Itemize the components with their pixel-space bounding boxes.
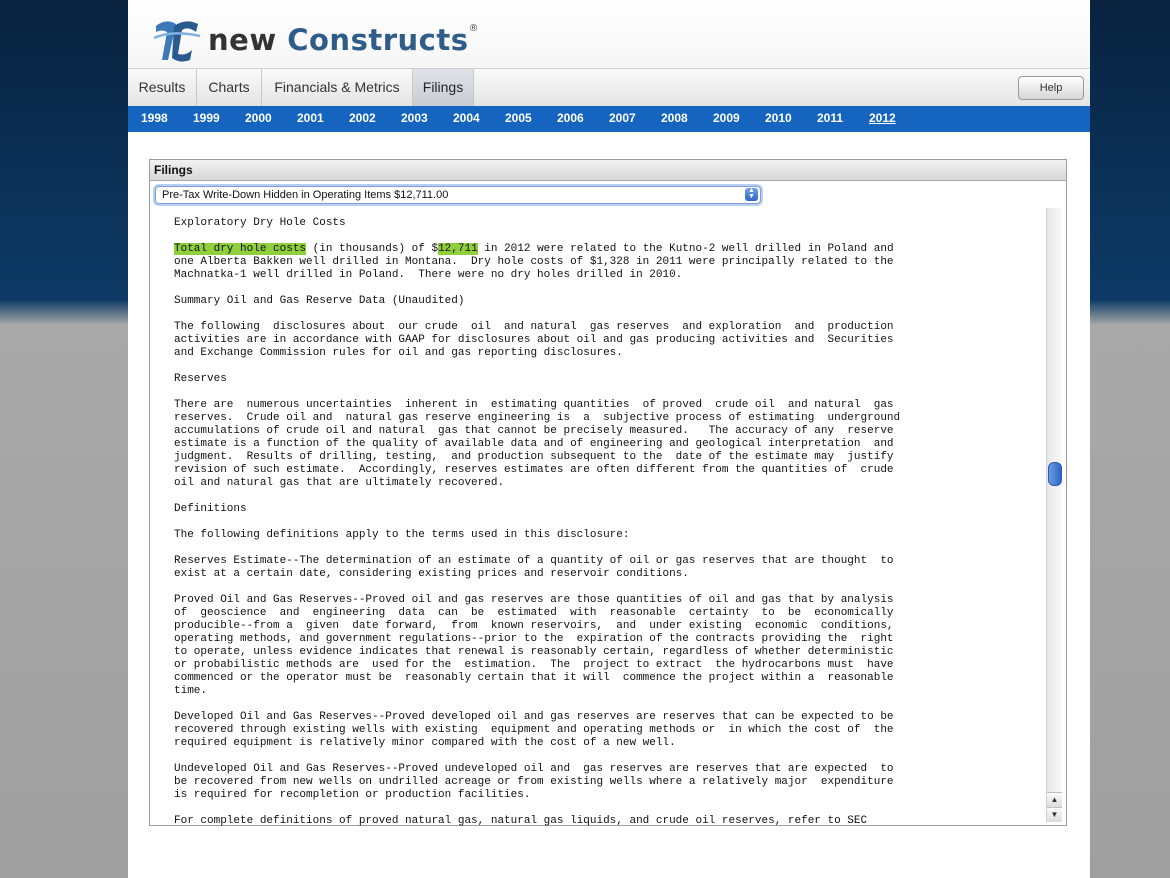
vertical-scrollbar[interactable] [1046,208,1062,822]
year-2004[interactable]: 2004 [453,111,480,125]
year-2001[interactable]: 2001 [297,111,324,125]
year-bar [128,106,1090,132]
scroll-up-arrow-icon[interactable]: ▲ [1047,792,1062,807]
year-1998[interactable]: 1998 [141,111,168,125]
main-tabs [128,69,1090,107]
logo-text-new: new [208,23,277,57]
year-2002[interactable]: 2002 [349,111,376,125]
year-2007[interactable]: 2007 [609,111,636,125]
filing-select-value: Pre-Tax Write-Down Hidden in Operating Items $12,711.00 [162,189,449,201]
app-window [128,0,1090,878]
tab-filings[interactable]: Filings [413,69,474,106]
year-2012[interactable]: 2012 [869,111,896,125]
highlight-dry-hole-costs: Total dry hole costs [174,243,307,255]
select-arrows-icon: ▲ ▼ [745,188,758,201]
year-2006[interactable]: 2006 [557,111,584,125]
logo[interactable] [152,16,479,64]
tab-results[interactable]: Results [128,69,197,106]
year-1999[interactable]: 1999 [193,111,220,125]
highlight-amount: 12,711 [438,243,478,255]
year-2009[interactable]: 2009 [713,111,740,125]
scrollbar-thumb[interactable] [1048,462,1062,486]
trademark-symbol: ® [468,23,479,34]
year-2000[interactable]: 2000 [245,111,272,125]
filing-text [154,208,1047,827]
filing-select[interactable] [155,186,761,204]
filing-text-body: Exploratory Dry Hole Costs Total dry hole costs (in thousands) of $12,711 in 2012 were related to the Kutno-2 well drilled in Poland and one Alberta Bakken well drilled in Montana. Dry hole costs of $1,328 in 2011 were principally related to the Machnatka-1 well drilled in Poland. There were no dry holes drilled in 2010. Summary Oil and Gas Reserve Data (Unaudited) The following disclosures about our crude oil and natural gas reserves and exploration and production activities are in accordance with GAAP for disclosures about oil and gas producing activities and Securities and Exchange Commission rules for oil and gas reporting disclosures. Reserves There are numerous uncertainties inherent in estimating quantities of proved crude oil and natural gas reserves. Crude oil and natural gas reserve engineering is a subjective process of estimating underground accumulations of crude oil and natural gas that cannot be precisely measured. The accuracy of any reserve estimate is a function of the quality of available data and of engineering and geological interpretation and judgment. Results of drilling, testing, and production subsequent to the date of the estimate may justify revision of such estimate. Accordingly, reserves estimates are often different from the quantities of crude oil and natural gas that are ultimately recovered. Definitions The following definitions apply to the terms used in this disclosure: Reserves Estimate--The determination of an estimate of a quantity of oil or gas reserves that are thought to exist at a certain date, considering existing prices and reservoir conditions. Proved Oil and Gas Reserves--Proved oil and gas reserves are those quantities of oil and gas that by analysis of geoscience and engineering data can be estimated with reasonable certainty to be economically producible--from a given date forward, from known reservoirs, and under existing economic conditions, operating methods, and government regulations--prior to the expiration of the contracts providing the right to operate, unless evidence indicates that renewal is reasonably certain, regardless of whether deterministic or probabilistic methods are used for the estimation. The project to extract the hydrocarbons must have commenced or the operator must be reasonably certain that it will commence the project within a reasonable time. Developed Oil and Gas Reserves--Proved developed oil and gas reserves are reserves that can be expected to be recovered through existing wells with existing equipment and operating methods or in which the cost of the required equipment is relatively minor compared with the cost of a new well. Undeveloped Oil and Gas Reserves--Proved undeveloped oil and gas reserves are reserves that are expected to be recovered from new wells on undrilled acreage or from existing wells where a relatively major expenditure is required for recompletion or production facilities. For complete definitions of proved natural gas, natural gas liquids, and crude oil reserves, refer to SEC [174,217,901,827]
header [128,0,1090,69]
logo-text-constructs: Constructs [287,23,469,57]
year-2003[interactable]: 2003 [401,111,428,125]
year-2005[interactable]: 2005 [505,111,532,125]
filings-panel-title: Filings [150,160,1066,181]
year-2008[interactable]: 2008 [661,111,688,125]
year-2011[interactable]: 2011 [817,111,844,125]
help-button[interactable]: Help [1018,76,1084,100]
scroll-down-arrow-icon[interactable]: ▼ [1047,807,1062,822]
logo-mark-icon [152,16,204,64]
tab-financials-metrics[interactable]: Financials & Metrics [262,69,413,106]
tab-charts[interactable]: Charts [197,69,262,106]
year-2010[interactable]: 2010 [765,111,792,125]
logo-text [208,23,479,57]
filings-panel [149,159,1067,826]
